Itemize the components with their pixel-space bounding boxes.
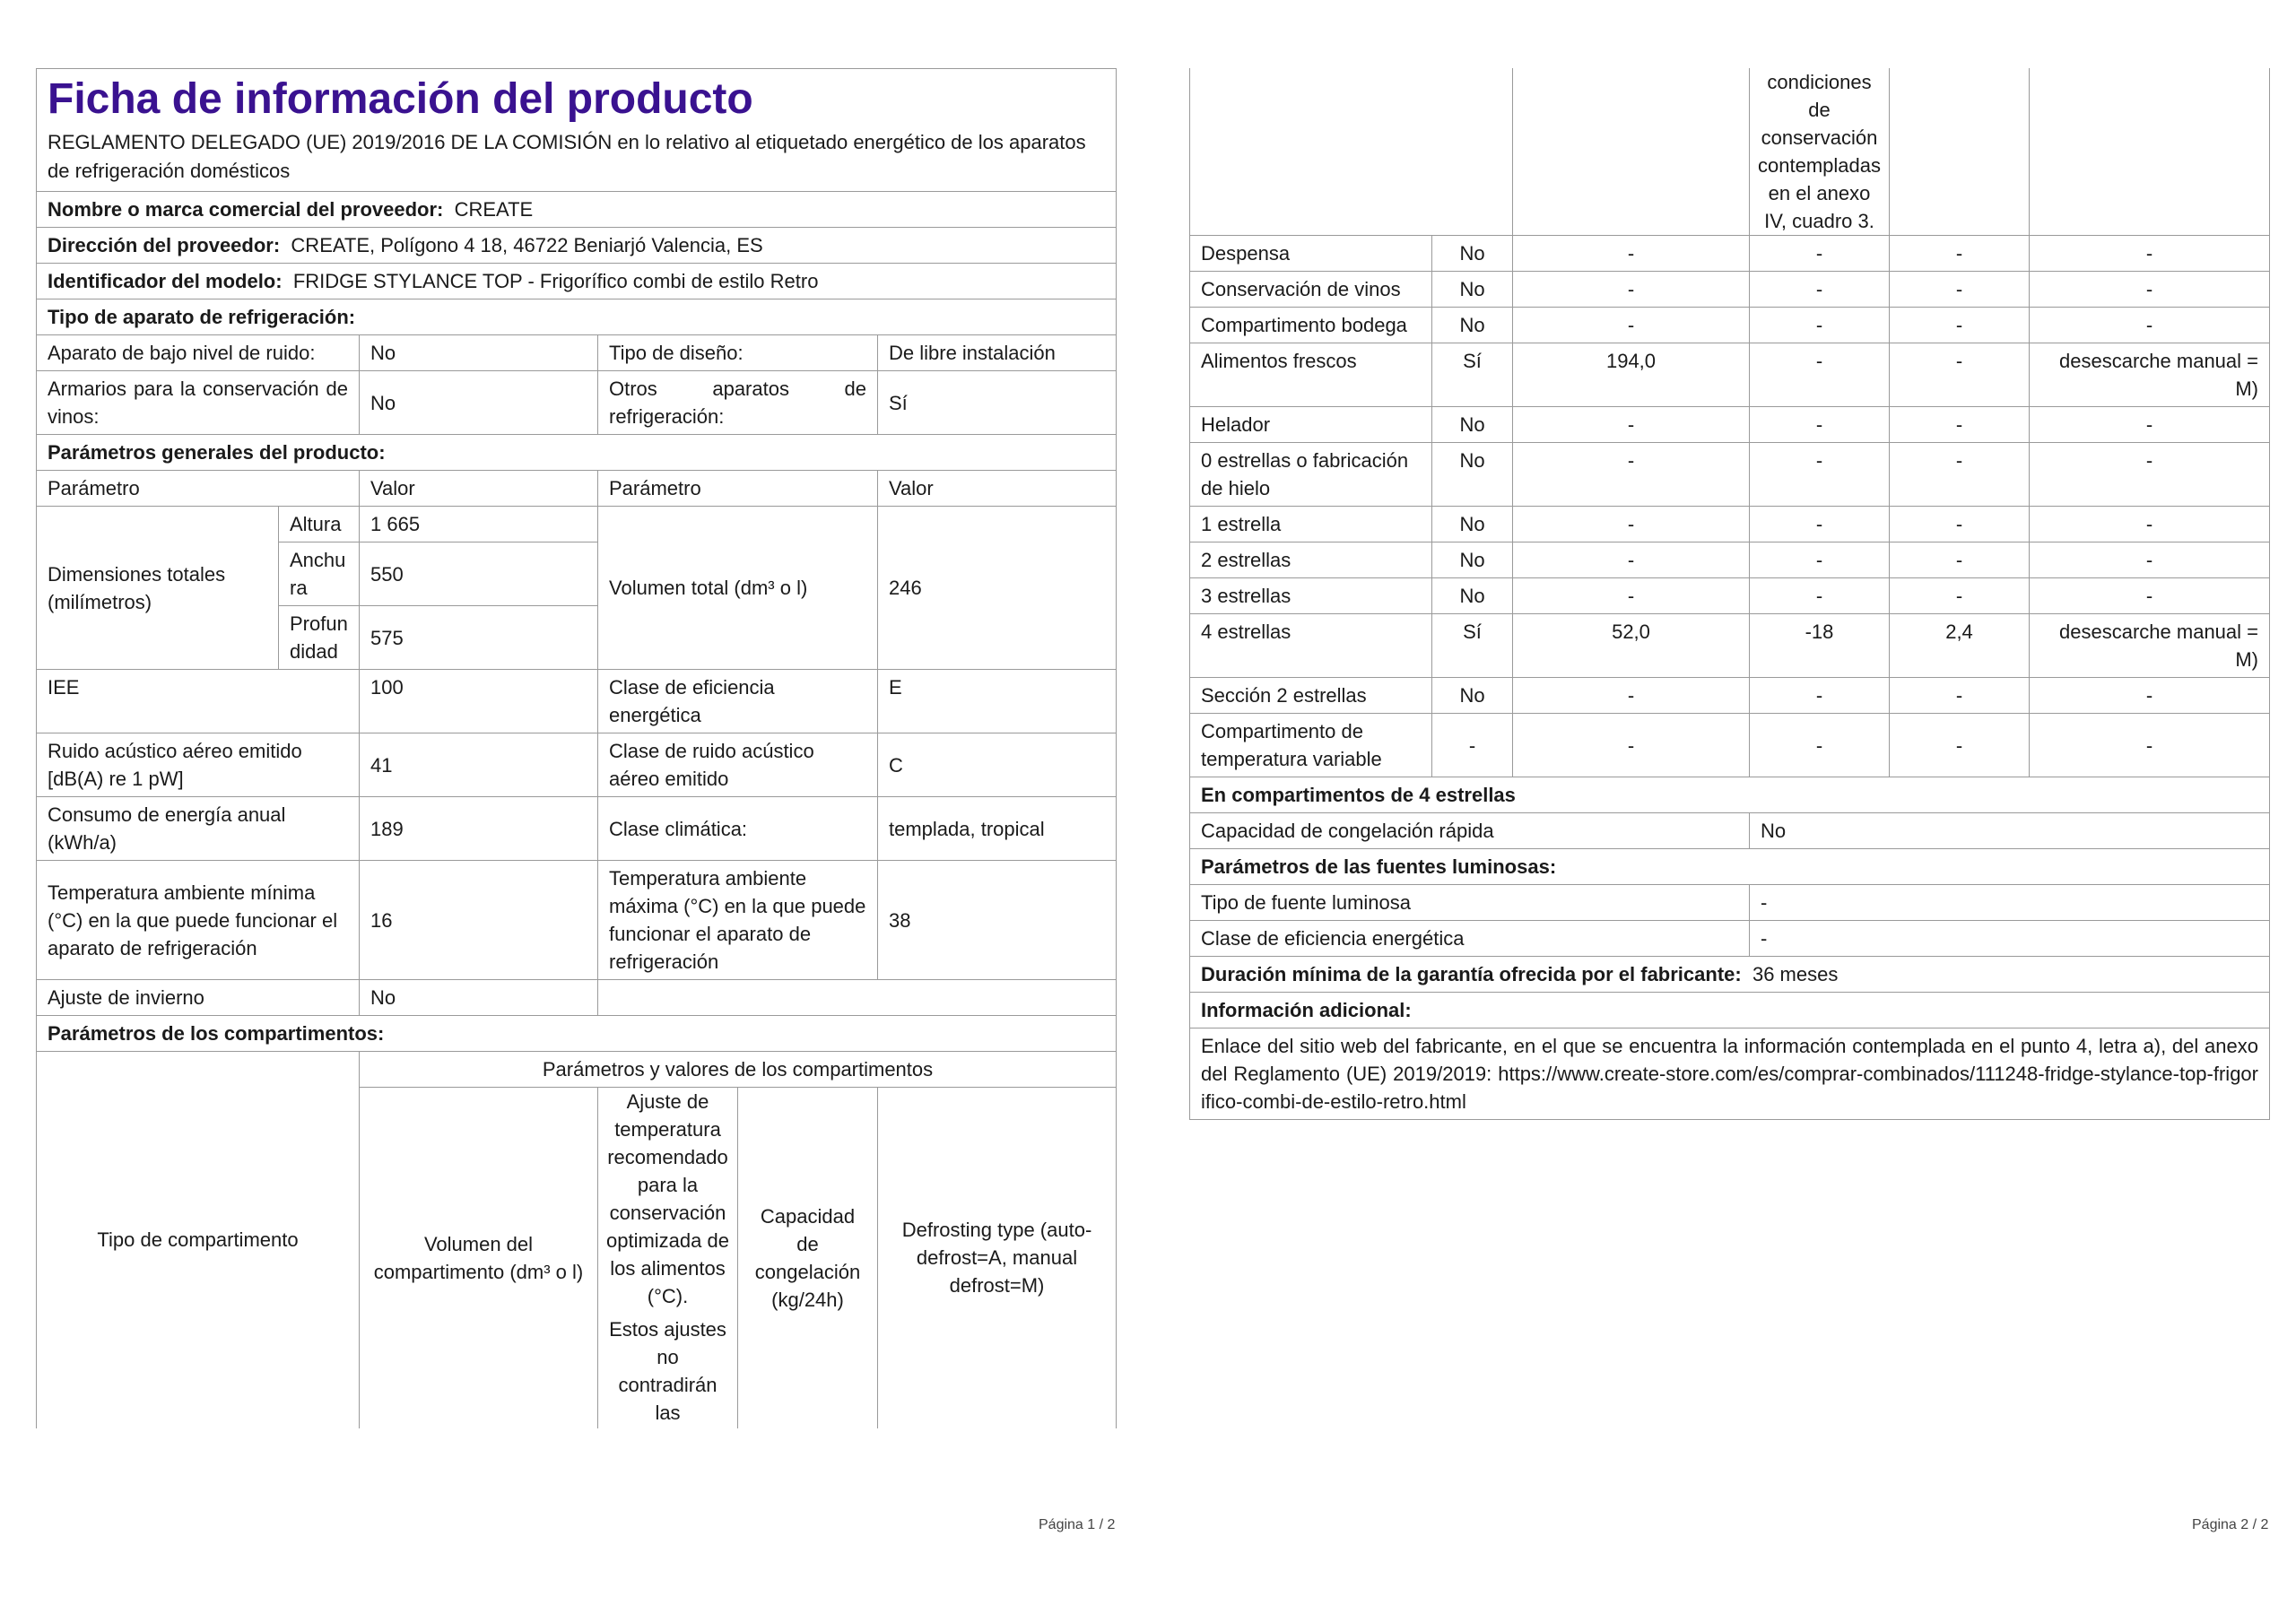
compartment-present: No: [1432, 578, 1513, 614]
annual-energy-label: Consumo de energía anual (kWh/a): [37, 797, 360, 861]
value-col-header-2: Valor: [878, 471, 1117, 507]
energy-class-label: Clase de eficiencia energética: [598, 670, 878, 733]
compartment-row: [1190, 507, 2270, 542]
compartment-present: Sí: [1432, 343, 1513, 407]
annual-energy-value: 189: [360, 797, 598, 861]
compartment-name: Helador: [1190, 407, 1432, 443]
compartment-freeze: -: [1890, 236, 2030, 272]
compartment-temp: -: [1750, 542, 1890, 578]
compartment-temp: -: [1750, 236, 1890, 272]
continued-empty-1: [1190, 68, 1513, 236]
compartment-freeze: -: [1890, 272, 2030, 308]
climate-class-value: templada, tropical: [878, 797, 1117, 861]
warranty-value: 36 meses: [1752, 962, 1839, 985]
compartment-present: No: [1432, 507, 1513, 542]
compartment-defrost: -: [2030, 443, 2270, 507]
compartment-volume: -: [1513, 308, 1750, 343]
col-temp-header: Ajuste de temperatura recomendado para la conservación optimizada de los alimentos (°C).: [606, 1090, 729, 1307]
compartment-freeze: -: [1890, 507, 2030, 542]
compartment-temp: -: [1750, 308, 1890, 343]
compartments-header: Parámetros de los compartimentos:: [37, 1016, 1117, 1052]
compartment-defrost: -: [2030, 236, 2270, 272]
compartment-name: Conservación de vinos: [1190, 272, 1432, 308]
compartment-temp: -: [1750, 578, 1890, 614]
compartment-name: Despensa: [1190, 236, 1432, 272]
supplier-name-row: [37, 192, 1117, 228]
compartment-name: 0 estrellas o fabricación de hielo: [1190, 443, 1432, 507]
compartment-volume: -: [1513, 578, 1750, 614]
low-noise-value: No: [360, 335, 598, 371]
compartment-present: No: [1432, 407, 1513, 443]
continued-empty-2: [1513, 68, 1750, 236]
header-cell: [37, 69, 1117, 192]
compartment-temp: -: [1750, 343, 1890, 407]
compartment-name: Compartimento de temperatura variable: [1190, 714, 1432, 777]
compartment-defrost: desescarche manual = M): [2030, 343, 2270, 407]
winter-label: Ajuste de invierno: [37, 980, 360, 1016]
compartment-defrost: -: [2030, 308, 2270, 343]
eei-label: IEE: [37, 670, 360, 733]
low-noise-label: Aparato de bajo nivel de ruido:: [37, 335, 360, 371]
compartment-temp: -: [1750, 272, 1890, 308]
col-temp-note: Estos ajustes no contradirán las: [609, 1318, 726, 1424]
product-info-table: [36, 68, 1117, 1428]
compartment-freeze: -: [1890, 443, 2030, 507]
compartment-name: Sección 2 estrellas: [1190, 678, 1432, 714]
continued-empty-4: [2030, 68, 2270, 236]
light-type-label: Tipo de fuente luminosa: [1190, 884, 1750, 920]
compartment-row: [1190, 236, 2270, 272]
regulation-text: REGLAMENTO DELEGADO (UE) 2019/2016 DE LA COMISIÓN en lo relativo al etiquetado energético de los aparatos de refrigeración domésticos: [48, 131, 1086, 182]
compartment-name: 1 estrella: [1190, 507, 1432, 542]
compartment-volume: -: [1513, 443, 1750, 507]
model-row: [37, 264, 1117, 299]
four-star-header: En compartimentos de 4 estrellas: [1190, 777, 2270, 812]
compartment-volume: -: [1513, 714, 1750, 777]
climate-class-label: Clase climática:: [598, 797, 878, 861]
winter-value: No: [360, 980, 598, 1016]
col-defrost-header: Defrosting type (auto-defrost=A, manual defrost=M): [878, 1088, 1117, 1428]
compartment-present: Sí: [1432, 614, 1513, 678]
compartments-table: [1189, 68, 2270, 777]
compartment-freeze: -: [1890, 678, 2030, 714]
compartment-present: No: [1432, 236, 1513, 272]
supplier-name-value: CREATE: [454, 198, 534, 221]
compartment-freeze: -: [1890, 343, 2030, 407]
compartment-temp: -: [1750, 678, 1890, 714]
additional-text: Enlace del sitio web del fabricante, en el que se encuentra la información contemplada en el punto 4, letra a), del anexo del Reglamento (UE) 2019/2019: https://www.create-store.com/es/comprar-combinados/111248-fridge-stylance-top-frigorifico-combi-de-estilo-retro.html: [1190, 1028, 2270, 1119]
compartment-type-header: Tipo de compartimento: [37, 1052, 360, 1428]
compartment-name: 4 estrellas: [1190, 614, 1432, 678]
compartment-defrost: -: [2030, 407, 2270, 443]
light-class-label: Clase de eficiencia energética: [1190, 920, 1750, 956]
compartment-name: 2 estrellas: [1190, 542, 1432, 578]
wine-storage-label: Armarios para la conservación de vinos:: [37, 371, 360, 435]
compartment-present: No: [1432, 308, 1513, 343]
compartment-volume: -: [1513, 678, 1750, 714]
eei-value: 100: [360, 670, 598, 733]
compartment-params-header: Parámetros y valores de los compartimentos: [360, 1052, 1117, 1088]
supplier-address-label: Dirección del proveedor:: [48, 234, 281, 256]
noise-value: 41: [360, 733, 598, 797]
compartment-volume: -: [1513, 272, 1750, 308]
light-class-value: -: [1750, 920, 2270, 956]
compartment-row: [1190, 308, 2270, 343]
compartment-freeze: -: [1890, 542, 2030, 578]
winter-empty: [598, 980, 1117, 1016]
compartment-row: [1190, 407, 2270, 443]
compartment-defrost: -: [2030, 272, 2270, 308]
total-volume-value: 246: [878, 507, 1117, 670]
total-volume-label: Volumen total (dm³ o l): [598, 507, 878, 670]
width-value: 550: [360, 542, 598, 606]
compartment-volume: -: [1513, 507, 1750, 542]
additional-table: [1189, 777, 2270, 1120]
compartment-present: No: [1432, 678, 1513, 714]
appliance-type-header: Tipo de aparato de refrigeración:: [37, 299, 1117, 335]
fast-freeze-label: Capacidad de congelación rápida: [1190, 812, 1750, 848]
compartment-freeze: 2,4: [1890, 614, 2030, 678]
compartment-present: No: [1432, 272, 1513, 308]
compartment-temp: -: [1750, 443, 1890, 507]
page-number-2: Página 2 / 2: [2192, 1517, 2269, 1532]
min-temp-label: Temperatura ambiente mínima (°C) en la que puede funcionar el aparato de refrigeración: [37, 861, 360, 980]
model-value: FRIDGE STYLANCE TOP - Frigorífico combi de estilo Retro: [292, 270, 819, 292]
compartment-row: [1190, 343, 2270, 407]
compartment-name: Compartimento bodega: [1190, 308, 1432, 343]
other-appliances-label: Otros aparatos de refrigeración:: [598, 371, 878, 435]
compartment-defrost: desescarche manual = M): [2030, 614, 2270, 678]
other-appliances-value: Sí: [878, 371, 1117, 435]
light-type-value: -: [1750, 884, 2270, 920]
compartment-volume: -: [1513, 407, 1750, 443]
page-number-1: Página 1 / 2: [1039, 1517, 1116, 1532]
compartment-row: [1190, 578, 2270, 614]
width-label: Anchura: [279, 542, 360, 606]
compartment-row: [1190, 614, 2270, 678]
compartment-present: -: [1432, 714, 1513, 777]
additional-header: Información adicional:: [1190, 992, 2270, 1028]
noise-class-value: C: [878, 733, 1117, 797]
col-volume-header: Volumen del compartimento (dm³ o l): [360, 1088, 598, 1428]
model-label: Identificador del modelo:: [48, 270, 283, 292]
compartment-present: No: [1432, 443, 1513, 507]
depth-value: 575: [360, 606, 598, 670]
compartment-rows: [1190, 236, 2270, 777]
compartment-freeze: -: [1890, 714, 2030, 777]
max-temp-label: Temperatura ambiente máxima (°C) en la que puede funcionar el aparato de refrigeración: [598, 861, 878, 980]
page-title: Ficha de información del producto: [48, 75, 753, 123]
param-col-header: Parámetro: [37, 471, 360, 507]
supplier-address-value: CREATE, Polígono 4 18, 46722 Beniarjó Valencia, ES: [291, 234, 763, 256]
compartment-freeze: -: [1890, 578, 2030, 614]
compartment-defrost: -: [2030, 678, 2270, 714]
depth-label: Profundidad: [279, 606, 360, 670]
supplier-name-label: Nombre o marca comercial del proveedor:: [48, 198, 444, 221]
general-params-header: Parámetros generales del producto:: [37, 435, 1117, 471]
compartment-temp: -: [1750, 507, 1890, 542]
noise-class-label: Clase de ruido acústico aéreo emitido: [598, 733, 878, 797]
noise-label: Ruido acústico aéreo emitido [dB(A) re 1 pW]: [37, 733, 360, 797]
compartment-defrost: -: [2030, 542, 2270, 578]
supplier-address-row: [37, 228, 1117, 264]
compartment-temp: -: [1750, 407, 1890, 443]
page-2: [1189, 68, 2269, 1120]
compartment-present: No: [1432, 542, 1513, 578]
compartment-defrost: -: [2030, 507, 2270, 542]
compartment-defrost: -: [2030, 714, 2270, 777]
warranty-row: [1190, 956, 2270, 992]
fast-freeze-value: No: [1750, 812, 2270, 848]
compartment-volume: 52,0: [1513, 614, 1750, 678]
dimensions-label: Dimensiones totales (milímetros): [37, 507, 279, 670]
compartment-defrost: -: [2030, 578, 2270, 614]
min-temp-value: 16: [360, 861, 598, 980]
height-label: Altura: [279, 507, 360, 542]
compartment-volume: -: [1513, 542, 1750, 578]
compartment-freeze: -: [1890, 308, 2030, 343]
col-freeze-header: Capacidad de congelación (kg/24h): [738, 1088, 878, 1428]
continued-temp-text: condiciones de conservación contempladas en el anexo IV, cuadro 3.: [1750, 68, 1890, 236]
compartment-volume: 194,0: [1513, 343, 1750, 407]
energy-class-value: E: [878, 670, 1117, 733]
compartment-freeze: -: [1890, 407, 2030, 443]
light-header: Parámetros de las fuentes luminosas:: [1190, 848, 2270, 884]
design-type-value: De libre instalación: [878, 335, 1117, 371]
value-col-header: Valor: [360, 471, 598, 507]
compartment-row: [1190, 714, 2270, 777]
max-temp-value: 38: [878, 861, 1117, 980]
wine-storage-value: No: [360, 371, 598, 435]
param-col-header-2: Parámetro: [598, 471, 878, 507]
design-type-label: Tipo de diseño:: [598, 335, 878, 371]
page-1: [36, 68, 1116, 1428]
height-value: 1 665: [360, 507, 598, 542]
compartment-name: Alimentos frescos: [1190, 343, 1432, 407]
compartment-row: [1190, 443, 2270, 507]
compartment-name: 3 estrellas: [1190, 578, 1432, 614]
compartment-temp: -18: [1750, 614, 1890, 678]
compartment-row: [1190, 272, 2270, 308]
continued-empty-3: [1890, 68, 2030, 236]
compartment-row: [1190, 542, 2270, 578]
compartment-volume: -: [1513, 236, 1750, 272]
compartment-row: [1190, 678, 2270, 714]
col-temp-cell: [598, 1088, 738, 1428]
warranty-label: Duración mínima de la garantía ofrecida por el fabricante:: [1201, 962, 1742, 985]
compartment-temp: -: [1750, 714, 1890, 777]
